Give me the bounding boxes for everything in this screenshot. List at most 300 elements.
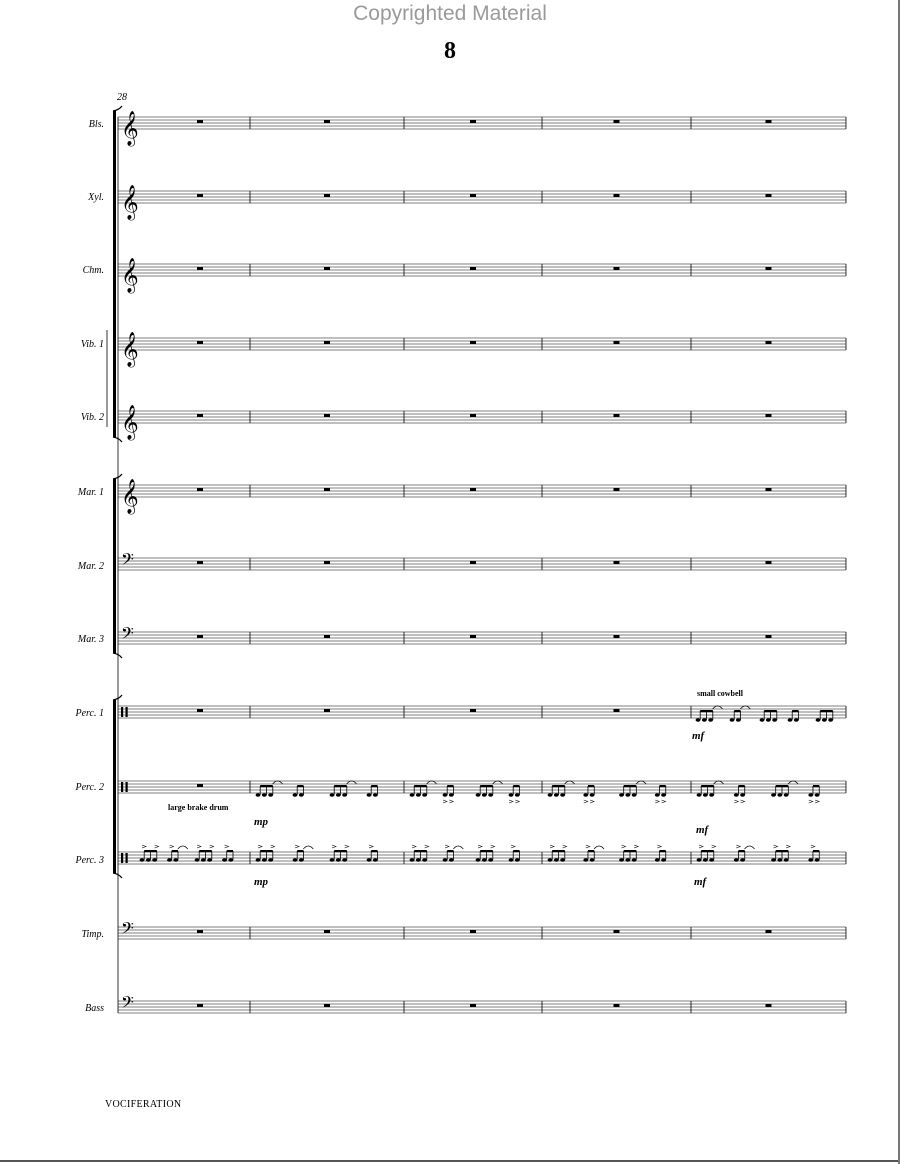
footer-title: VOCIFERATION: [105, 1099, 182, 1110]
staff-13: [118, 992, 846, 1016]
accent: [170, 845, 174, 848]
beam: [659, 785, 665, 787]
notehead: [373, 858, 378, 862]
note-group: [619, 781, 646, 797]
accent: [550, 845, 554, 848]
whole-rest: [197, 635, 203, 638]
beam: [480, 850, 493, 852]
treble-clef-icon: 𝄞: [121, 258, 139, 293]
whole-rest: [766, 635, 772, 638]
notehead: [632, 858, 637, 862]
notehead: [488, 858, 493, 862]
treble-clef-icon: 𝄞: [121, 111, 139, 146]
note-group: [655, 845, 666, 862]
bass-clef-icon: 𝄢: [121, 549, 134, 573]
accent: [655, 800, 659, 803]
beam: [552, 850, 565, 852]
whole-rest: [197, 488, 203, 491]
accent: [741, 800, 745, 803]
whole-rest: [324, 267, 330, 270]
percussion-clef-icon: [126, 707, 128, 717]
note-group: [330, 781, 357, 797]
note-group: [410, 845, 429, 862]
beam: [820, 710, 833, 712]
note-group: [548, 781, 575, 797]
whole-rest: [470, 1004, 476, 1007]
whole-rest: [766, 414, 772, 417]
notehead: [583, 858, 588, 862]
notehead: [548, 858, 553, 862]
whole-rest: [470, 709, 476, 712]
notehead: [367, 858, 372, 862]
tie: [273, 781, 283, 784]
accent: [449, 800, 453, 803]
whole-rest: [766, 561, 772, 564]
note-group: [222, 845, 233, 862]
notehead: [422, 858, 427, 862]
whole-rest: [324, 488, 330, 491]
beam: [513, 785, 519, 787]
instrument-label-marimba-1: Mar. 1: [77, 487, 104, 498]
percussion-clef-icon: [126, 782, 128, 792]
beam: [701, 850, 714, 852]
whole-rest: [324, 635, 330, 638]
notehead: [201, 858, 206, 862]
beam: [738, 850, 744, 852]
notehead: [828, 718, 833, 722]
beam: [414, 850, 427, 852]
beam: [624, 785, 637, 787]
notehead: [808, 858, 813, 862]
notehead: [560, 793, 565, 797]
whole-rest: [324, 120, 330, 123]
notehead: [740, 793, 745, 797]
staff-3: [118, 258, 846, 294]
tie: [745, 846, 755, 849]
note-group: [583, 845, 604, 862]
beam: [172, 850, 178, 852]
notehead: [808, 793, 813, 797]
beam: [334, 850, 347, 852]
notehead: [736, 718, 741, 722]
note-group: [167, 845, 188, 862]
tie: [565, 781, 575, 784]
accent: [786, 845, 790, 848]
notehead: [336, 793, 341, 797]
notehead: [740, 858, 745, 862]
notehead: [422, 793, 427, 797]
tie: [740, 706, 750, 709]
whole-rest: [197, 267, 203, 270]
notehead: [583, 793, 588, 797]
note-group: [697, 781, 724, 797]
treble-clef-icon: 𝄞: [121, 479, 139, 514]
notehead: [207, 858, 212, 862]
instrument-label-vibraphone-1: Vib. 1: [80, 339, 104, 350]
beam: [260, 785, 273, 787]
note-group: [808, 845, 819, 862]
accent: [662, 800, 666, 803]
note-group: [730, 706, 751, 722]
notehead: [509, 793, 514, 797]
whole-rest: [614, 1004, 620, 1007]
notehead: [449, 858, 454, 862]
notehead: [730, 718, 735, 722]
notehead: [293, 793, 298, 797]
notehead: [416, 793, 421, 797]
beam: [371, 785, 377, 787]
treble-clef-icon: 𝄞: [121, 405, 139, 440]
accent: [563, 845, 567, 848]
notehead: [708, 718, 713, 722]
staff-1: [118, 111, 846, 147]
note-group: [443, 845, 464, 862]
beam: [334, 785, 347, 787]
beam: [480, 785, 493, 787]
note-group: [476, 845, 495, 862]
notehead: [488, 793, 493, 797]
beam: [297, 850, 303, 852]
accent: [271, 845, 275, 848]
accent: [210, 845, 214, 848]
notehead: [146, 858, 151, 862]
whole-rest: [614, 488, 620, 491]
note-group: [140, 845, 159, 862]
notehead: [515, 793, 520, 797]
note-group: [808, 785, 819, 803]
note-group: [548, 845, 567, 862]
notehead: [772, 718, 777, 722]
accent: [425, 845, 429, 848]
notehead: [293, 858, 298, 862]
beam: [227, 850, 233, 852]
whole-rest: [766, 930, 772, 933]
whole-rest: [324, 709, 330, 712]
accent: [734, 800, 738, 803]
note-group: [619, 845, 638, 862]
notehead: [373, 793, 378, 797]
note-group: [443, 785, 454, 803]
notehead: [152, 858, 157, 862]
notehead: [560, 858, 565, 862]
tie: [714, 781, 724, 784]
instrument-label-chimes: Chm.: [82, 265, 104, 276]
tie: [303, 846, 313, 849]
note-group: [734, 845, 755, 862]
whole-rest: [614, 930, 620, 933]
notehead: [299, 858, 304, 862]
notehead: [784, 793, 789, 797]
instrument-label-percussion-3: Perc. 3: [75, 855, 104, 866]
notehead: [734, 793, 739, 797]
accent: [590, 800, 594, 803]
treble-clef-icon: 𝄞: [121, 185, 139, 220]
beam: [447, 850, 453, 852]
accent: [225, 845, 229, 848]
notehead: [262, 858, 267, 862]
notehead: [449, 793, 454, 797]
staff-8: [118, 623, 846, 647]
note-group: [697, 845, 716, 862]
copyright-watermark: Copyrighted Material: [353, 2, 547, 25]
instrument-label-bells: Bls.: [88, 119, 104, 130]
notehead: [661, 858, 666, 862]
tie: [178, 846, 188, 849]
notehead: [476, 793, 481, 797]
notehead: [590, 793, 595, 797]
whole-rest: [614, 267, 620, 270]
staff-2: [118, 185, 846, 221]
notehead: [336, 858, 341, 862]
percussion-clef-icon: [121, 782, 123, 792]
beam: [776, 850, 789, 852]
whole-rest: [197, 341, 203, 344]
note-group: [293, 845, 314, 862]
notehead: [697, 793, 702, 797]
notehead: [625, 793, 630, 797]
beam: [552, 785, 565, 787]
notehead: [815, 858, 820, 862]
beam: [260, 850, 273, 852]
notehead: [696, 718, 701, 722]
notehead: [709, 858, 714, 862]
tie: [713, 706, 723, 709]
accent: [491, 845, 495, 848]
accent: [509, 800, 513, 803]
beam: [738, 785, 744, 787]
accent: [712, 845, 716, 848]
accent: [736, 845, 740, 848]
beam: [297, 785, 303, 787]
notehead: [342, 858, 347, 862]
whole-rest: [766, 267, 772, 270]
whole-rest: [324, 930, 330, 933]
accent: [155, 845, 159, 848]
accent: [345, 845, 349, 848]
notehead: [195, 858, 200, 862]
notehead: [822, 718, 827, 722]
instrument-label-percussion-1: Perc. 1: [75, 708, 104, 719]
percussion-clef-icon: [121, 853, 123, 863]
note-group: [256, 845, 275, 862]
note-group: [734, 785, 745, 803]
notehead: [771, 793, 776, 797]
bass-clef-icon: 𝄢: [121, 918, 134, 942]
whole-rest: [197, 709, 203, 712]
accent: [511, 845, 515, 848]
tie: [427, 781, 437, 784]
accent: [584, 800, 588, 803]
beam: [813, 850, 819, 852]
percussion-clef-icon: [121, 707, 123, 717]
beam: [813, 785, 819, 787]
whole-rest: [324, 561, 330, 564]
bracket-bar: [113, 700, 116, 873]
whole-rest: [470, 267, 476, 270]
whole-rest: [324, 1004, 330, 1007]
accent: [634, 845, 638, 848]
notehead: [167, 858, 172, 862]
notehead: [482, 858, 487, 862]
perc3-dynamic-mf: mf: [694, 876, 707, 888]
perc1-dynamic: mf: [692, 730, 705, 742]
notehead: [777, 858, 782, 862]
note-group: [696, 706, 723, 722]
notehead: [268, 858, 273, 862]
notehead: [625, 858, 630, 862]
instrument-label-percussion-2: Perc. 2: [75, 782, 104, 793]
whole-rest: [470, 341, 476, 344]
note-group: [771, 845, 790, 862]
whole-rest: [197, 930, 203, 933]
accent: [443, 800, 447, 803]
treble-clef-icon: 𝄞: [121, 332, 139, 367]
notehead: [299, 793, 304, 797]
instrument-label-timpani: Timp.: [81, 929, 104, 940]
notehead: [330, 793, 335, 797]
note-group: [367, 845, 378, 862]
beam: [734, 710, 740, 712]
note-group: [410, 781, 437, 797]
note-group: [256, 781, 283, 797]
accent: [295, 845, 299, 848]
tie: [636, 781, 646, 784]
bracket-bar: [113, 479, 116, 653]
whole-rest: [614, 709, 620, 712]
beam: [414, 785, 427, 787]
measure-number: 28: [117, 92, 127, 103]
notehead: [777, 793, 782, 797]
beam: [588, 850, 594, 852]
tie: [788, 781, 798, 784]
notehead: [816, 718, 821, 722]
whole-rest: [470, 561, 476, 564]
beam: [624, 850, 637, 852]
notehead: [416, 858, 421, 862]
whole-rest: [197, 414, 203, 417]
page-bottom-edge: [0, 1160, 900, 1162]
notehead: [515, 858, 520, 862]
perc1-instrument-label: small cowbell: [697, 689, 743, 698]
notehead: [815, 793, 820, 797]
notehead: [268, 793, 273, 797]
instrument-label-marimba-3: Mar. 3: [77, 634, 104, 645]
beam: [199, 850, 212, 852]
notehead: [766, 718, 771, 722]
notehead: [256, 793, 261, 797]
bass-clef-icon: 𝄢: [121, 992, 134, 1016]
notehead: [760, 718, 765, 722]
tie: [453, 846, 463, 849]
whole-rest: [324, 414, 330, 417]
note-group: [583, 785, 594, 803]
whole-rest: [197, 194, 203, 197]
beam: [701, 785, 714, 787]
perc2-dynamic-mf: mf: [696, 824, 709, 836]
accent: [258, 845, 262, 848]
tie: [594, 846, 604, 849]
instrument-label-xylophone: Xyl.: [88, 192, 104, 203]
whole-rest: [197, 120, 203, 123]
notehead: [330, 858, 335, 862]
notehead: [661, 793, 666, 797]
beam: [764, 710, 777, 712]
beam: [371, 850, 377, 852]
accent: [586, 845, 590, 848]
note-group: [655, 785, 666, 803]
whole-rest: [197, 784, 203, 787]
notehead: [784, 858, 789, 862]
whole-rest: [766, 1004, 772, 1007]
notehead: [410, 858, 415, 862]
accent: [699, 845, 703, 848]
whole-rest: [324, 341, 330, 344]
notehead: [443, 858, 448, 862]
staff-5: [118, 405, 846, 441]
beam: [513, 850, 519, 852]
accent: [478, 845, 482, 848]
percussion-clef-icon: [126, 853, 128, 863]
accent: [774, 845, 778, 848]
note-group: [330, 845, 349, 862]
whole-rest: [470, 635, 476, 638]
staff-7: [118, 549, 846, 573]
beam: [792, 710, 798, 712]
notehead: [697, 858, 702, 862]
accent: [815, 800, 819, 803]
notehead: [619, 858, 624, 862]
notehead: [554, 793, 559, 797]
bass-clef-icon: 𝄢: [121, 623, 134, 647]
notehead: [703, 793, 708, 797]
note-group: [509, 845, 520, 862]
whole-rest: [470, 488, 476, 491]
notehead: [703, 858, 708, 862]
perc2-dynamic-mp: mp: [254, 816, 269, 828]
accent: [657, 845, 661, 848]
beam: [776, 785, 789, 787]
note-group: [476, 781, 503, 797]
page-number: 8: [444, 38, 456, 64]
notehead: [262, 793, 267, 797]
notehead: [173, 858, 178, 862]
bracket-hook: [113, 653, 122, 658]
notehead: [482, 793, 487, 797]
whole-rest: [614, 194, 620, 197]
accent: [369, 845, 373, 848]
note-group: [771, 781, 798, 797]
whole-rest: [614, 561, 620, 564]
notehead: [548, 793, 553, 797]
staff-11: [118, 852, 846, 864]
notehead: [655, 793, 660, 797]
notehead: [709, 793, 714, 797]
tie: [493, 781, 503, 784]
accent: [445, 845, 449, 848]
whole-rest: [197, 1004, 203, 1007]
notehead: [655, 858, 660, 862]
whole-rest: [614, 341, 620, 344]
instrument-label-vibraphone-2: Vib. 2: [80, 412, 104, 423]
notehead: [410, 793, 415, 797]
bracket-hook: [113, 695, 122, 700]
whole-rest: [614, 120, 620, 123]
notehead: [632, 793, 637, 797]
whole-rest: [614, 635, 620, 638]
notehead: [256, 858, 261, 862]
whole-rest: [470, 414, 476, 417]
staff-12: [118, 918, 846, 942]
